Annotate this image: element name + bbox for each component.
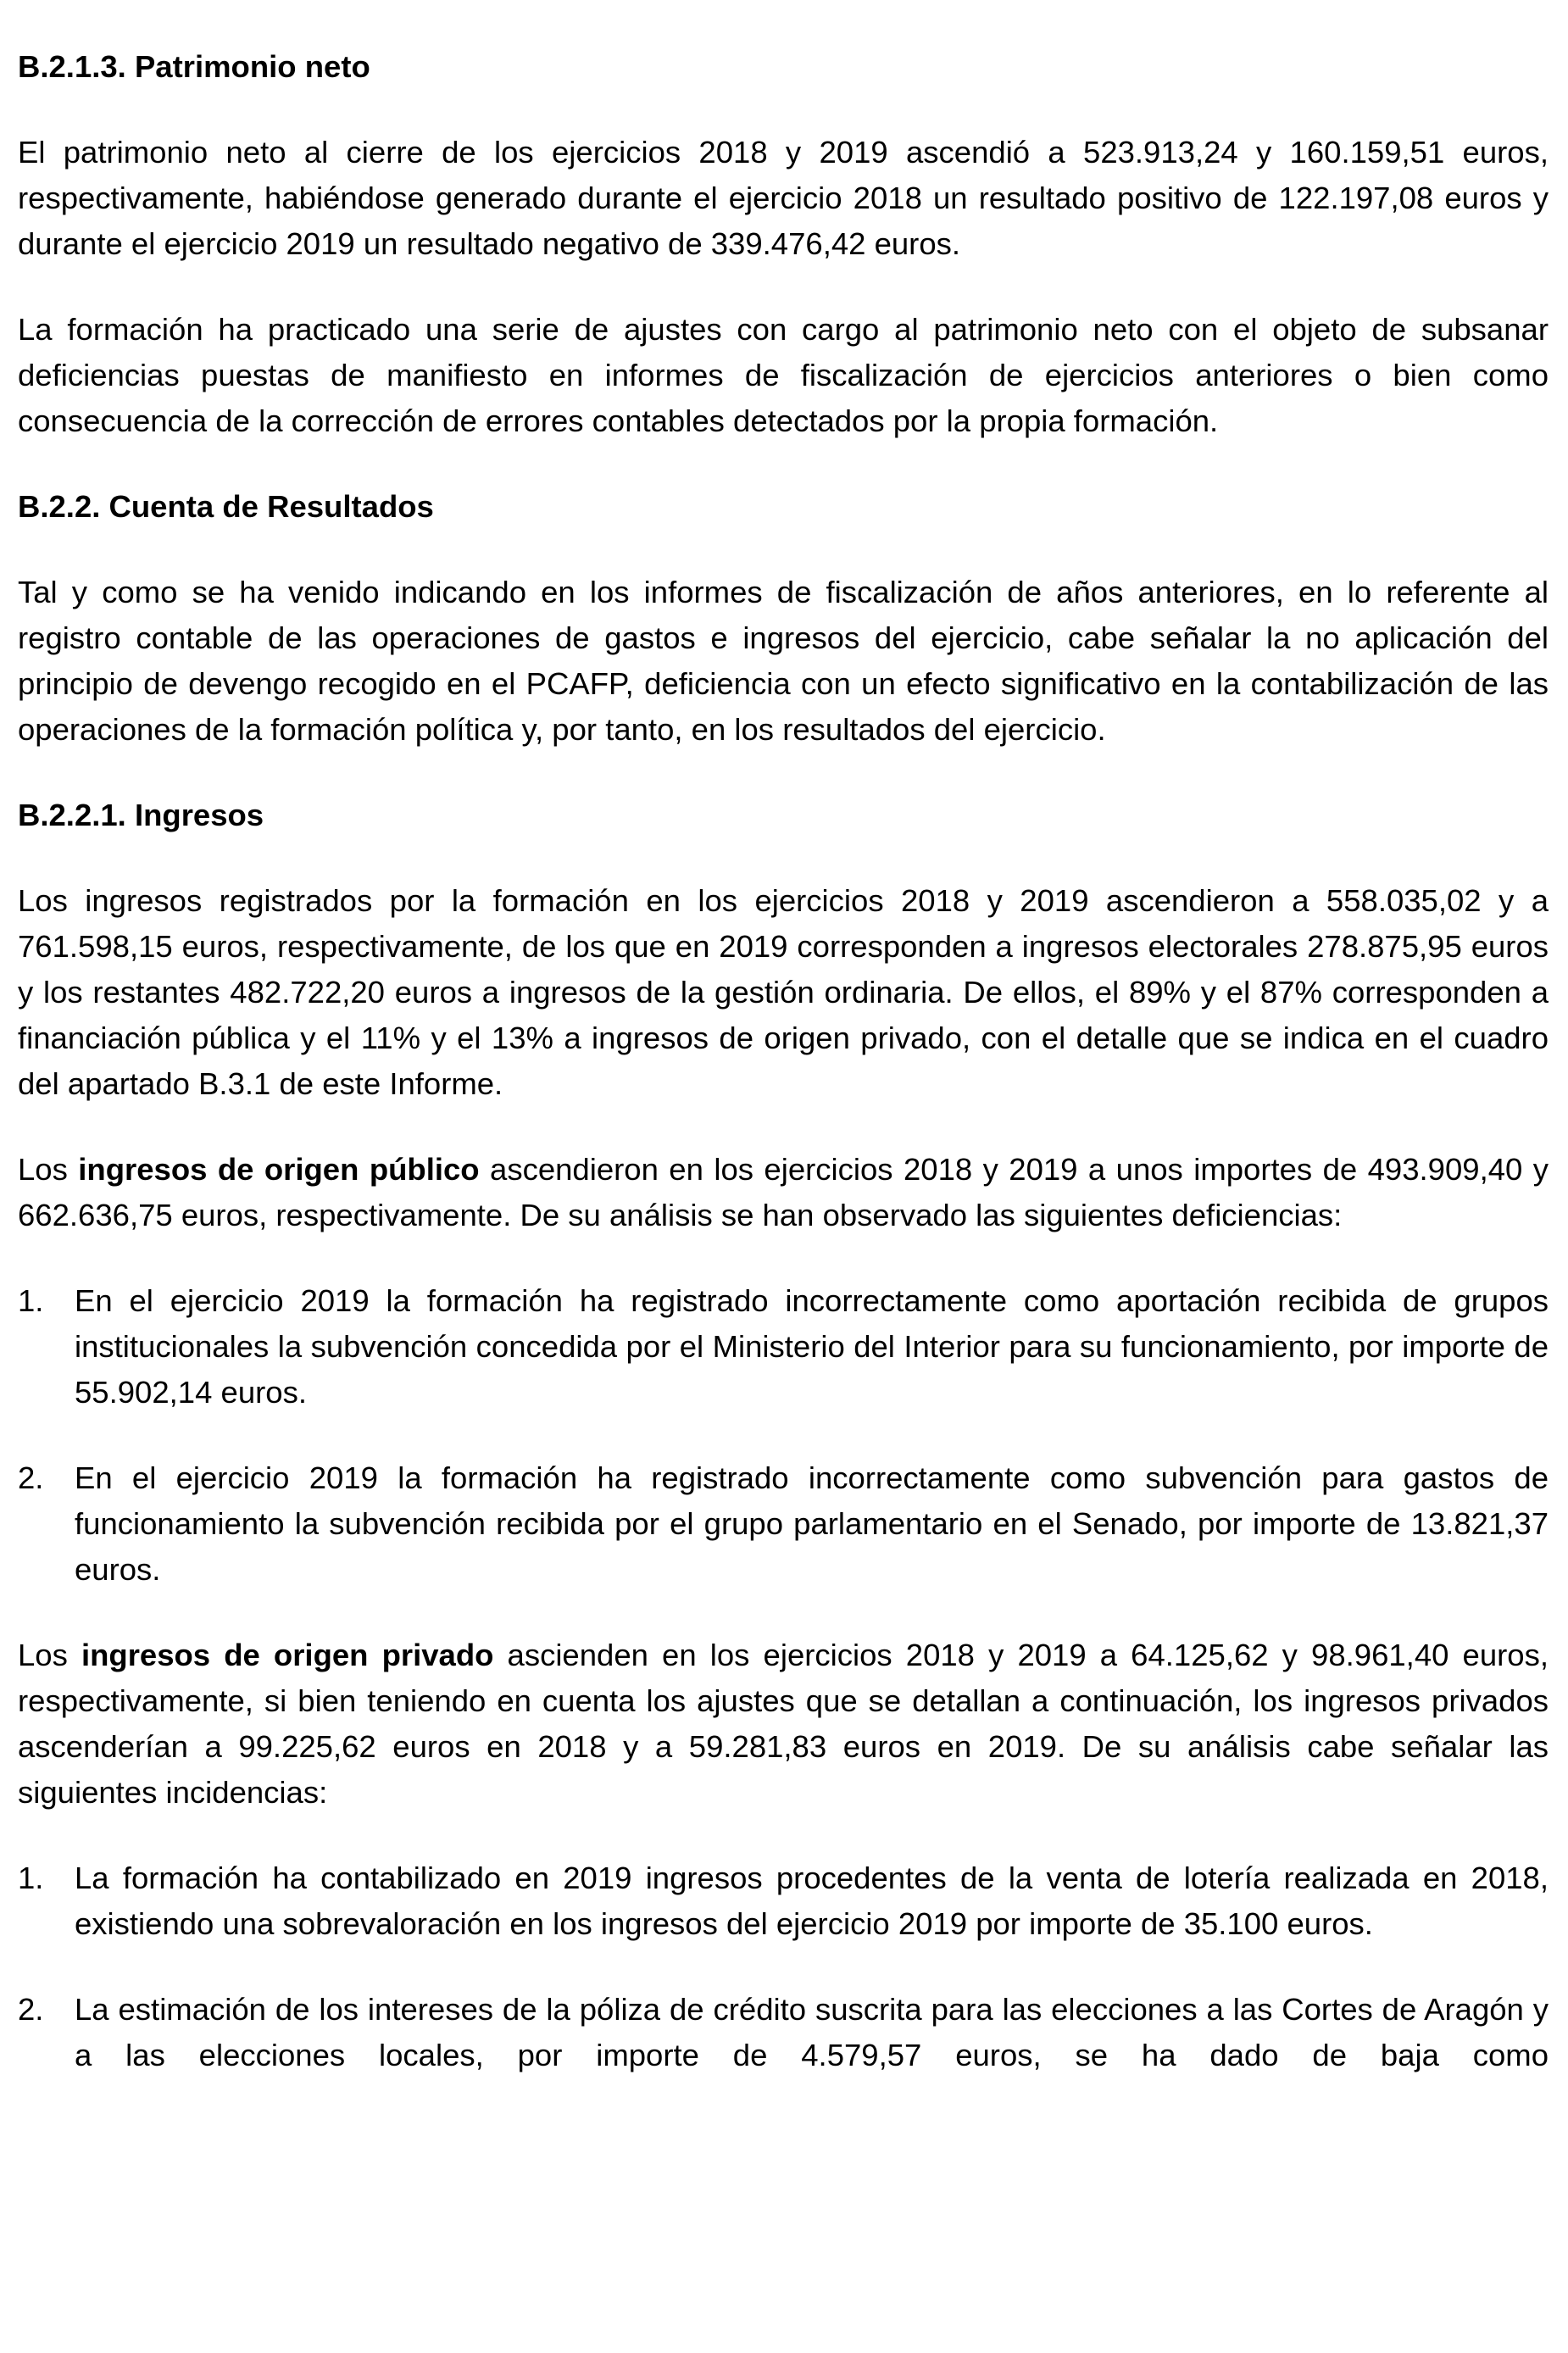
paragraph-patrimonio: El patrimonio neto al cierre de los ejercicios 2018 y 2019 ascendió a 523.913,24 y 160.159,51 euros, respectivamente, habiéndose generado durante el ejercicio 2018 un resultado positivo de 122.197,08 euros y durante el ejercicio 2019 un resultado negativo de 339.476,42 euros. (18, 135, 1549, 261)
bold-term: ingresos de origen público (78, 1152, 480, 1187)
text: ascendieron en los ejercicios 2018 y 2019 a unos importes de 493.909,40 y 662.636,75 euros, respectivamente. De su análisis se han observado las siguientes deficiencias: (18, 1152, 1549, 1232)
list-item (18, 1855, 1549, 1947)
document-page (18, 44, 1549, 2118)
paragraph-ajustes: La formación ha practicado una serie de ajustes con cargo al patrimonio neto con el objeto de subsanar deficiencias puestas de manifiesto en informes de fiscalización de ejercicios anteriores o bien como consecuencia de la corrección de errores contables detectados por la propia formación. (18, 312, 1549, 438)
paragraph-ingresos-privados (18, 1633, 1549, 1816)
list-text: La estimación de los intereses de la póliza de crédito suscrita para las elecciones a las Cortes de Aragón y a las elecciones locales, por importe de 4.579,57 euros, se ha dado de baja como (75, 1992, 1549, 2072)
list-number: 2. (18, 1460, 44, 1495)
list-number: 1. (18, 1861, 44, 1895)
heading-cuenta-resultados: B.2.2. Cuenta de Resultados (18, 489, 434, 524)
list-item (18, 1455, 1549, 1593)
text: Los (18, 1638, 81, 1672)
list-item (18, 1987, 1549, 2078)
list-text: En el ejercicio 2019 la formación ha registrado incorrectamente como aportación recibida de grupos institucionales la subvención concedida por el Ministerio del Interior para su funcionamiento, por importe de 55.902,14 euros. (75, 1283, 1549, 1410)
list-number: 2. (18, 1992, 44, 2027)
paragraph-devengo: Tal y como se ha venido indicando en los informes de fiscalización de años anteriores, en lo referente al registro contable de las operaciones de gastos e ingresos del ejercicio, cabe señalar la no aplicación del principio de devengo recogido en el PCAFP, deficiencia con un efecto significativo en la contabilización de las operaciones de la formación política y, por tanto, en los resultados del ejercicio. (18, 575, 1549, 747)
list-text: En el ejercicio 2019 la formación ha registrado incorrectamente como subvención para gastos de funcionamiento la subvención recibida por el grupo parlamentario en el Senado, por importe de 13.821,37 euros. (75, 1460, 1549, 1587)
bold-term: ingresos de origen privado (81, 1638, 494, 1672)
text: Los (18, 1152, 79, 1187)
list-text: La formación ha contabilizado en 2019 ingresos procedentes de la venta de lotería realizada en 2018, existiendo una sobrevaloración en los ingresos del ejercicio 2019 por importe de 35.100 euros. (75, 1861, 1549, 1941)
paragraph-ingresos: Los ingresos registrados por la formación en los ejercicios 2018 y 2019 ascendieron a 558.035,02 y a 761.598,15 euros, respectivamente, de los que en 2019 corresponden a ingresos electorales 278.875,95 euros y los restantes 482.722,20 euros a ingresos de la gestión ordinaria. De ellos, el 89% y el 87% corresponden a financiación pública y el 11% y el 13% a ingresos de origen privado, con el detalle que se indica en el cuadro del apartado B.3.1 de este Informe. (18, 883, 1549, 1101)
text: ascienden en los ejercicios 2018 y 2019 a 64.125,62 y 98.961,40 euros, respectivamente, si bien teniendo en cuenta los ajustes que se detallan a continuación, los ingresos privados ascenderían a 99.225,62 euros en 2018 y a 59.281,83 euros en 2019. De su análisis cabe señalar las siguientes incidencias: (18, 1638, 1549, 1810)
heading-ingresos: B.2.2.1. Ingresos (18, 798, 264, 832)
list-item (18, 1278, 1549, 1416)
paragraph-ingresos-publicos (18, 1147, 1549, 1238)
heading-patrimonio-neto: B.2.1.3. Patrimonio neto (18, 49, 370, 84)
list-number: 1. (18, 1283, 44, 1318)
